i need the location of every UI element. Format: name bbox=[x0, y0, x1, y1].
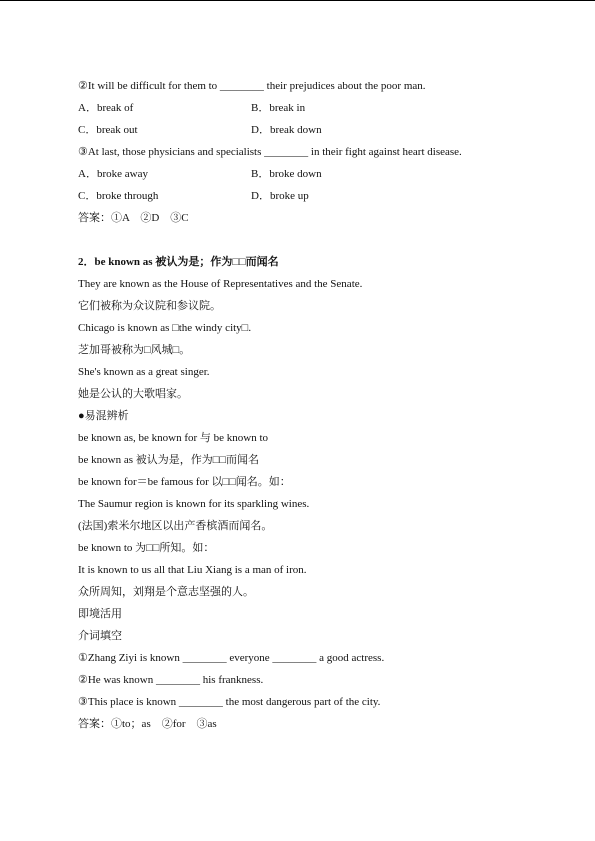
known-to-example-chinese: 众所周知，刘翔是个意志坚强的人。 bbox=[78, 586, 254, 598]
answer-key-2: 答案：①to；as ②for ③as bbox=[78, 718, 217, 730]
question-2-option-b: B．break in bbox=[251, 102, 306, 114]
page-top-border bbox=[0, 0, 595, 1]
question-2-option-d: D．break down bbox=[251, 124, 322, 136]
known-for-definition: be known for＝be famous for 以□□闻名。如： bbox=[78, 476, 291, 488]
known-as-definition: be known as 被认为是，作为□□而闻名 bbox=[78, 454, 260, 466]
practice-item-2: ②He was known ________ his frankness. bbox=[78, 674, 264, 686]
practice-subheading: 介词填空 bbox=[78, 630, 122, 642]
example-3-chinese: 她是公认的大歌唱家。 bbox=[78, 388, 188, 400]
section-2-title: 2．be known as 被认为是；作为□□而闻名 bbox=[78, 256, 279, 268]
confusion-heading: ●易混辨析 bbox=[78, 410, 129, 422]
known-for-example-english: The Saumur region is known for its sparkling wines. bbox=[78, 498, 310, 510]
question-2-option-c: C．break out bbox=[78, 124, 138, 136]
example-2-chinese: 芝加哥被称为□风城□。 bbox=[78, 344, 191, 356]
question-3-option-c: C．broke through bbox=[78, 190, 159, 202]
question-3-option-b: B．broke down bbox=[251, 168, 322, 180]
known-to-example-english: It is known to us all that Liu Xiang is a man of iron. bbox=[78, 564, 307, 576]
question-3-option-d: D．broke up bbox=[251, 190, 309, 202]
example-2-english: Chicago is known as □the windy city□. bbox=[78, 322, 252, 334]
example-1-english: They are known as the House of Representatives and the Senate. bbox=[78, 278, 363, 290]
example-3-english: She's known as a great singer. bbox=[78, 366, 210, 378]
question-2-stem: ②It will be difficult for them to ________ their prejudices about the poor man. bbox=[78, 80, 426, 92]
practice-heading: 即境活用 bbox=[78, 608, 122, 620]
question-2-option-a: A．break of bbox=[78, 102, 134, 114]
known-for-example-chinese: (法国)索米尔地区以出产香槟酒而闻名。 bbox=[78, 520, 273, 532]
example-1-chinese: 它们被称为众议院和参议院。 bbox=[78, 300, 221, 312]
confusion-intro: be known as, be known for 与 be known to bbox=[78, 432, 269, 444]
answer-key-1: 答案：①A ②D ③C bbox=[78, 212, 189, 224]
question-3-stem: ③At last, those physicians and specialists ________ in their fight against heart disease. bbox=[78, 146, 462, 158]
practice-item-3: ③This place is known ________ the most dangerous part of the city. bbox=[78, 696, 381, 708]
practice-item-1: ①Zhang Ziyi is known ________ everyone ________ a good actress. bbox=[78, 652, 385, 664]
question-3-option-a: A．broke away bbox=[78, 168, 148, 180]
known-to-definition: be known to 为□□所知。如： bbox=[78, 542, 215, 554]
